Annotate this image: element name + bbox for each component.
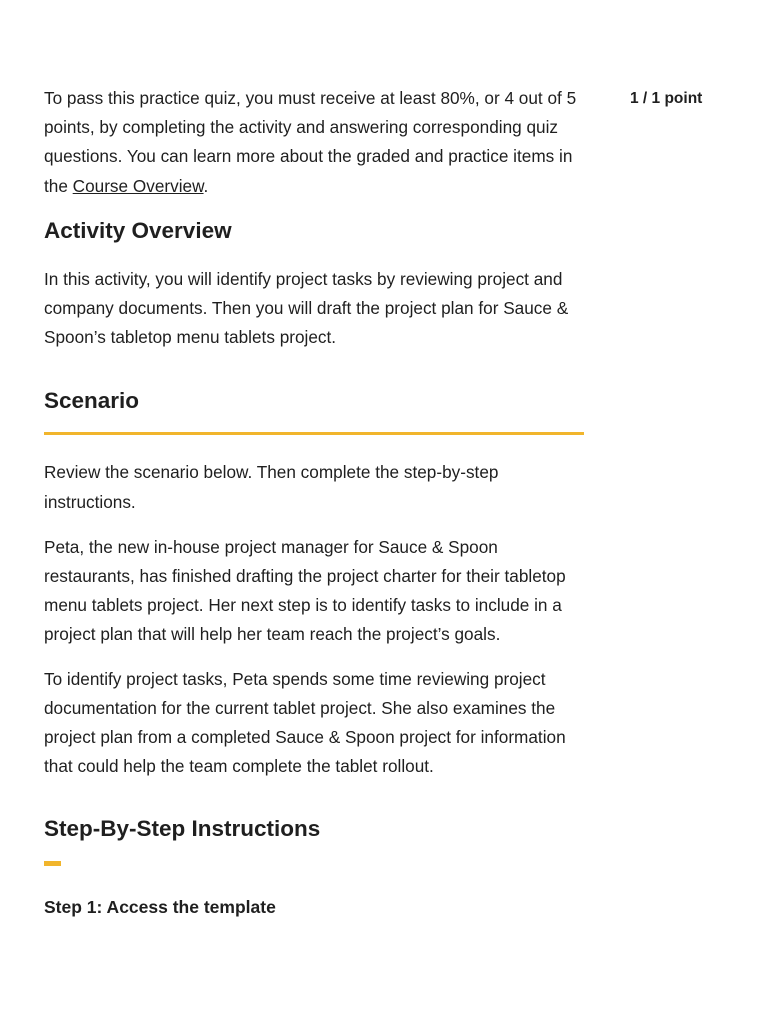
scenario-paragraph-tasks: To identify project tasks, Peta spends some time reviewing project documentation for the current tablet project. She also examines the project plan from a completed Sauce & Spoon project for information that could help the team complete the tablet rollout. xyxy=(44,668,566,777)
intro-text-end: . xyxy=(203,175,209,196)
intro-paragraph xyxy=(44,84,589,201)
main-content xyxy=(44,84,589,920)
scenario-divider xyxy=(44,432,584,435)
scenario-paragraph-peta: Peta, the new in-house project manager for Sauce & Spoon restaurants, has finished drafting the project charter for their tabletop menu tablets project. Her next step is to identify tasks to include in a project plan that will help her team reach the project’s goals. xyxy=(44,536,566,645)
intro-text: To pass this practice quiz, you must receive at least 80%, or 4 out of 5 points, by completing the activity and answering corresponding quiz questions. You can learn more about the graded and practice items in the xyxy=(44,88,577,196)
step-1-title: Step 1: Access the template xyxy=(44,897,276,918)
quiz-score: 1 / 1 point xyxy=(630,90,703,107)
instructions-heading: Step-By-Step Instructions xyxy=(44,816,321,842)
scenario-heading: Scenario xyxy=(44,388,140,414)
instructions-accent-bar xyxy=(44,861,61,866)
scenario-paragraph-review: Review the scenario below. Then complete the step-by-step instructions. xyxy=(44,462,499,512)
activity-overview-body: In this activity, you will identify project tasks by reviewing project and company documents. Then you will draft the project plan for Sauce & Spoon’s tabletop menu tablets project. xyxy=(44,268,569,348)
activity-overview-heading: Activity Overview xyxy=(44,217,232,243)
course-overview-link[interactable]: Course Overview xyxy=(72,175,204,196)
